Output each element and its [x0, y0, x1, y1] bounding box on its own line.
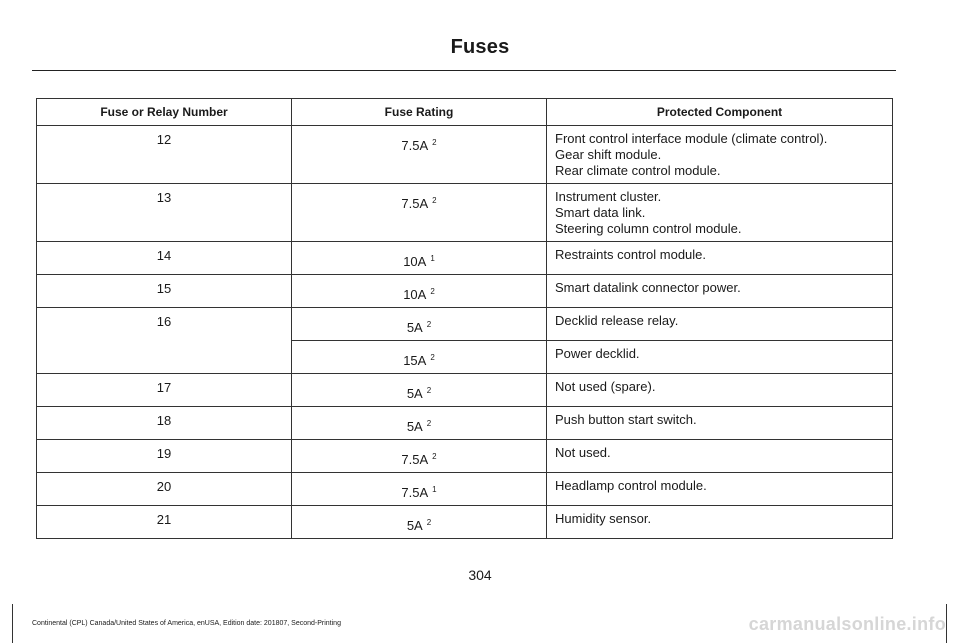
fuse-rating	[292, 341, 547, 374]
fuse-rating	[292, 473, 547, 506]
rating-value: 7.5A	[401, 196, 429, 211]
component-line: Not used (spare).	[555, 379, 656, 394]
table-row	[37, 126, 893, 184]
fuse-number: 19	[37, 440, 292, 473]
table-row	[37, 275, 893, 308]
crop-mark-right	[946, 604, 947, 643]
component-line: Rear climate control module.	[555, 163, 721, 178]
footnote-ref: 2	[430, 352, 435, 362]
protected-component	[547, 242, 893, 275]
fuse-number: 18	[37, 407, 292, 440]
fuse-number: 13	[37, 184, 292, 242]
page-number: 304	[468, 567, 492, 583]
protected-component	[547, 341, 893, 374]
footnote-ref: 2	[430, 286, 435, 296]
footer-text: Continental (CPL) Canada/United States of America, enUSA, Edition date: 201807, Second-Printing	[32, 620, 341, 627]
watermark: carmanualsonline.info	[748, 614, 946, 634]
component-line: Push button start switch.	[555, 412, 697, 427]
component-line: Humidity sensor.	[555, 511, 652, 526]
rating-value: 5A	[406, 419, 423, 434]
crop-mark-left	[12, 604, 13, 643]
protected-component	[547, 374, 893, 407]
fuse-number: 14	[37, 242, 292, 275]
fuse-rating	[292, 184, 547, 242]
table-row	[37, 242, 893, 275]
protected-component	[547, 308, 893, 341]
component-line: Decklid release relay.	[555, 313, 679, 328]
protected-component	[547, 407, 893, 440]
component-line: Instrument cluster.	[555, 189, 662, 204]
rating-value: 7.5A	[401, 138, 429, 153]
rating-value: 10A	[403, 287, 427, 302]
fuse-rating	[292, 440, 547, 473]
table-row	[37, 374, 893, 407]
footnote-ref: 1	[430, 253, 435, 263]
component-line: Headlamp control module.	[555, 478, 707, 493]
protected-component	[547, 126, 893, 184]
footnote-ref: 2	[426, 385, 432, 395]
fuse-number: 16	[37, 308, 292, 374]
table-row	[37, 473, 893, 506]
protected-component	[547, 184, 893, 242]
protected-component	[547, 275, 893, 308]
component-line: Smart datalink connector power.	[555, 280, 741, 295]
table-header-row	[37, 99, 893, 126]
table-row	[37, 308, 893, 341]
rating-value: 5A	[406, 386, 423, 401]
protected-component	[547, 506, 893, 539]
component-line: Smart data link.	[555, 205, 646, 220]
footnote-ref: 2	[432, 451, 437, 461]
header-protected-component: Protected Component	[547, 99, 893, 126]
fuse-number: 17	[37, 374, 292, 407]
footnote-ref: 2	[426, 517, 432, 527]
fuse-number: 12	[37, 126, 292, 184]
table-row	[37, 184, 893, 242]
fuse-number: 21	[37, 506, 292, 539]
fuse-rating	[292, 506, 547, 539]
table-row	[37, 506, 893, 539]
rating-value: 5A	[406, 320, 423, 335]
fuse-number: 15	[37, 275, 292, 308]
table-row	[37, 440, 893, 473]
protected-component	[547, 440, 893, 473]
component-line: Gear shift module.	[555, 147, 662, 162]
fuse-rating	[292, 126, 547, 184]
footnote-ref: 2	[432, 195, 437, 205]
rating-value: 15A	[403, 353, 427, 368]
table-row	[37, 407, 893, 440]
component-line: Restraints control module.	[555, 247, 707, 262]
component-line: Power decklid.	[555, 346, 640, 361]
footnote-ref: 2	[426, 418, 432, 428]
fuse-number: 20	[37, 473, 292, 506]
footnote-ref: 2	[426, 319, 432, 329]
fuse-rating	[292, 242, 547, 275]
rating-value: 7.5A	[401, 485, 429, 500]
rating-value: 10A	[403, 254, 427, 269]
component-line: Not used.	[555, 445, 611, 460]
fuse-rating	[292, 308, 547, 341]
fuse-rating	[292, 275, 547, 308]
footnote-ref: 2	[432, 137, 437, 147]
component-line: Steering column control module.	[555, 221, 742, 236]
header-fuse-rating: Fuse Rating	[292, 99, 547, 126]
rating-value: 5A	[406, 518, 423, 533]
fuse-table	[36, 98, 893, 539]
fuse-rating	[292, 374, 547, 407]
header-fuse-number: Fuse or Relay Number	[37, 99, 292, 126]
rating-value: 7.5A	[401, 452, 429, 467]
component-line: Front control interface module (climate control).	[555, 131, 828, 146]
footnote-ref: 1	[432, 484, 437, 494]
fuse-rating	[292, 407, 547, 440]
page-title: Fuses	[450, 36, 510, 58]
protected-component	[547, 473, 893, 506]
title-rule	[32, 70, 896, 71]
